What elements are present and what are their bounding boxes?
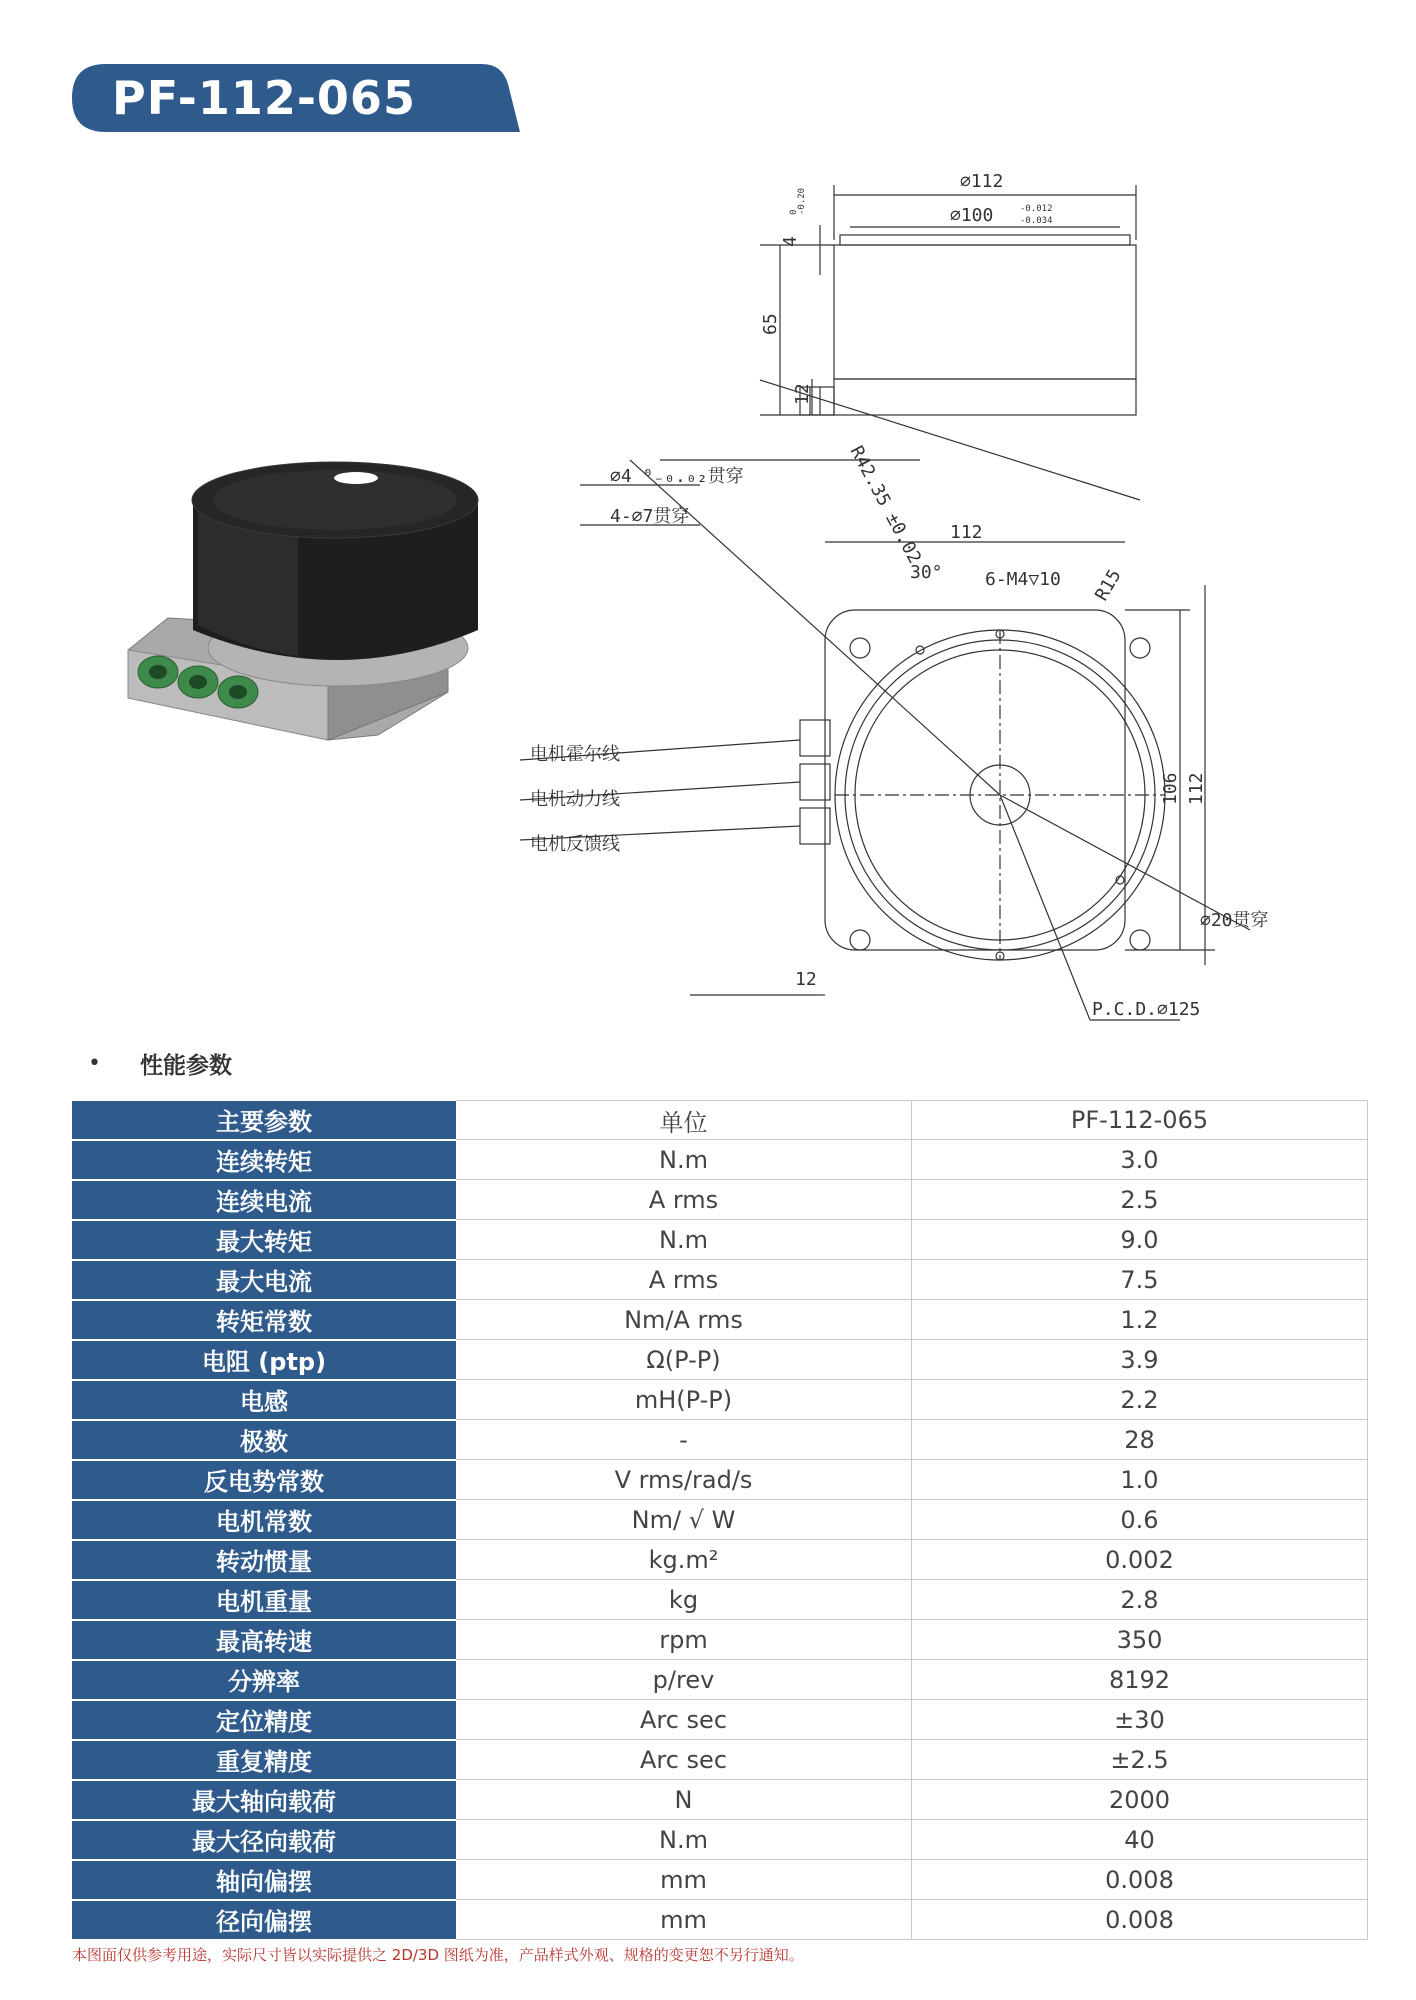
dim-through-hole: ∅20贯穿 bbox=[1200, 910, 1269, 931]
value-cell: 2.5 bbox=[912, 1180, 1368, 1220]
unit-cell: N bbox=[456, 1780, 912, 1820]
table-row bbox=[72, 1740, 1368, 1780]
unit-cell: rpm bbox=[456, 1620, 912, 1660]
unit-cell: mm bbox=[456, 1900, 912, 1940]
dim-pcd: P.C.D.∅125 bbox=[1092, 999, 1201, 1020]
label-power-cable: 电机动力线 bbox=[530, 789, 620, 810]
param-cell: 转动惯量 bbox=[72, 1540, 456, 1580]
table-row bbox=[72, 1780, 1368, 1820]
value-cell: 0.008 bbox=[912, 1900, 1368, 1940]
value-cell: 40 bbox=[912, 1820, 1368, 1860]
unit-cell: kg.m² bbox=[456, 1540, 912, 1580]
table-row bbox=[72, 1860, 1368, 1900]
table-row bbox=[72, 1460, 1368, 1500]
dim-outer-height: 112 bbox=[1186, 772, 1207, 805]
dim-height-base: 12 bbox=[792, 383, 813, 405]
dim-inner-tol-lower: -0.034 bbox=[1020, 216, 1053, 226]
dim-angle: 30° bbox=[910, 562, 943, 583]
unit-cell: Nm/ √ W bbox=[456, 1500, 912, 1540]
dim-mount-holes: 4-∅7贯穿 bbox=[610, 506, 690, 527]
top-view-drawing bbox=[530, 442, 1380, 1020]
label-hall-cable: 电机霍尔线 bbox=[530, 744, 620, 765]
param-cell: 最大电流 bbox=[72, 1260, 456, 1300]
param-cell: 电阻 (ptp) bbox=[72, 1340, 456, 1380]
unit-cell: p/rev bbox=[456, 1660, 912, 1700]
title-banner bbox=[72, 64, 520, 132]
param-cell: 主要参数 bbox=[72, 1101, 456, 1140]
value-cell: 8192 bbox=[912, 1660, 1368, 1700]
value-cell: 3.9 bbox=[912, 1340, 1368, 1380]
section-bullet: • bbox=[88, 1050, 101, 1076]
product-photo bbox=[128, 460, 578, 750]
section-header bbox=[88, 1045, 232, 1081]
dim-inner-height: 106 bbox=[1160, 772, 1181, 805]
table-row bbox=[72, 1220, 1368, 1260]
table-row bbox=[72, 1420, 1368, 1460]
table-row bbox=[72, 1180, 1368, 1220]
table-row bbox=[72, 1820, 1368, 1860]
spec-table-body bbox=[72, 1101, 1368, 1940]
param-cell: 连续转矩 bbox=[72, 1140, 456, 1180]
value-cell: 0.002 bbox=[912, 1540, 1368, 1580]
dim-step-tol-upper: 0 bbox=[789, 209, 799, 215]
value-cell: 0.008 bbox=[912, 1860, 1368, 1900]
value-cell: 1.0 bbox=[912, 1460, 1368, 1500]
dim-step-tol-lower: -0.20 bbox=[797, 187, 807, 215]
unit-cell: A rms bbox=[456, 1180, 912, 1220]
param-cell: 最大径向载荷 bbox=[72, 1820, 456, 1860]
value-cell: 0.6 bbox=[912, 1500, 1368, 1540]
table-row bbox=[72, 1380, 1368, 1420]
dim-thread: 6-M4▽10 bbox=[985, 569, 1061, 590]
param-cell: 最大轴向载荷 bbox=[72, 1780, 456, 1820]
value-cell: ±2.5 bbox=[912, 1740, 1368, 1780]
param-cell: 电感 bbox=[72, 1380, 456, 1420]
dim-corner-radius: R15 bbox=[1091, 565, 1126, 605]
unit-cell: V rms/rad/s bbox=[456, 1460, 912, 1500]
unit-cell: 单位 bbox=[456, 1101, 912, 1140]
side-view-drawing bbox=[700, 165, 1200, 465]
unit-cell: N.m bbox=[456, 1820, 912, 1860]
unit-cell: Arc sec bbox=[456, 1740, 912, 1780]
param-cell: 重复精度 bbox=[72, 1740, 456, 1780]
value-cell: PF-112-065 bbox=[912, 1101, 1368, 1140]
table-row bbox=[72, 1700, 1368, 1740]
table-row bbox=[72, 1260, 1368, 1300]
value-cell: 1.2 bbox=[912, 1300, 1368, 1340]
value-cell: 2000 bbox=[912, 1780, 1368, 1820]
value-cell: 28 bbox=[912, 1420, 1368, 1460]
table-row bbox=[72, 1500, 1368, 1540]
param-cell: 定位精度 bbox=[72, 1700, 456, 1740]
section-title: 性能参数 bbox=[140, 1052, 232, 1079]
unit-cell: Nm/A rms bbox=[456, 1300, 912, 1340]
unit-cell: mH(P-P) bbox=[456, 1380, 912, 1420]
param-cell: 电机重量 bbox=[72, 1580, 456, 1620]
param-cell: 径向偏摆 bbox=[72, 1900, 456, 1940]
param-cell: 最大转矩 bbox=[72, 1220, 456, 1260]
param-cell: 轴向偏摆 bbox=[72, 1860, 456, 1900]
unit-cell: - bbox=[456, 1420, 912, 1460]
footnote: 本图面仅供参考用途，实际尺寸皆以实际提供之 2D/3D 图纸为准，产品样式外观、规格的变更恕不另行通知。 bbox=[72, 1946, 804, 1964]
param-cell: 最高转速 bbox=[72, 1620, 456, 1660]
table-row bbox=[72, 1620, 1368, 1660]
value-cell: 9.0 bbox=[912, 1220, 1368, 1260]
value-cell: 7.5 bbox=[912, 1260, 1368, 1300]
dim-radius-tol: R42.35 ±0.02 bbox=[845, 442, 926, 568]
dim-height-total: 65 bbox=[760, 313, 781, 335]
dim-pin-hole: ∅4 ⁰₋₀.₀₂贯穿 bbox=[610, 466, 744, 487]
value-cell: 3.0 bbox=[912, 1140, 1368, 1180]
table-row bbox=[72, 1140, 1368, 1180]
param-cell: 电机常数 bbox=[72, 1500, 456, 1540]
unit-cell: N.m bbox=[456, 1140, 912, 1180]
table-row bbox=[72, 1660, 1368, 1700]
value-cell: 2.2 bbox=[912, 1380, 1368, 1420]
table-row bbox=[72, 1300, 1368, 1340]
unit-cell: mm bbox=[456, 1860, 912, 1900]
value-cell: 2.8 bbox=[912, 1580, 1368, 1620]
value-cell: 350 bbox=[912, 1620, 1368, 1660]
table-row bbox=[72, 1540, 1368, 1580]
param-cell: 转矩常数 bbox=[72, 1300, 456, 1340]
value-cell: ±30 bbox=[912, 1700, 1368, 1740]
unit-cell: Arc sec bbox=[456, 1700, 912, 1740]
dim-inner-tol-upper: -0.012 bbox=[1020, 204, 1053, 214]
dim-height-step: 4 bbox=[780, 236, 801, 247]
dim-outer-dia: ∅112 bbox=[960, 171, 1004, 192]
spec-table bbox=[72, 1100, 1368, 1941]
label-feedback-cable: 电机反馈线 bbox=[530, 834, 620, 855]
dim-inner-dia: ∅100 bbox=[950, 205, 994, 226]
table-row bbox=[72, 1580, 1368, 1620]
param-cell: 极数 bbox=[72, 1420, 456, 1460]
dim-left-offset: 12 bbox=[795, 969, 817, 990]
param-cell: 连续电流 bbox=[72, 1180, 456, 1220]
page-title: PF-112-065 bbox=[112, 71, 416, 125]
unit-cell: kg bbox=[456, 1580, 912, 1620]
table-row bbox=[72, 1900, 1368, 1940]
unit-cell: A rms bbox=[456, 1260, 912, 1300]
dim-width: 112 bbox=[950, 522, 983, 543]
unit-cell: Ω(P-P) bbox=[456, 1340, 912, 1380]
table-row bbox=[72, 1101, 1368, 1140]
param-cell: 反电势常数 bbox=[72, 1460, 456, 1500]
param-cell: 分辨率 bbox=[72, 1660, 456, 1700]
unit-cell: N.m bbox=[456, 1220, 912, 1260]
table-row bbox=[72, 1340, 1368, 1380]
